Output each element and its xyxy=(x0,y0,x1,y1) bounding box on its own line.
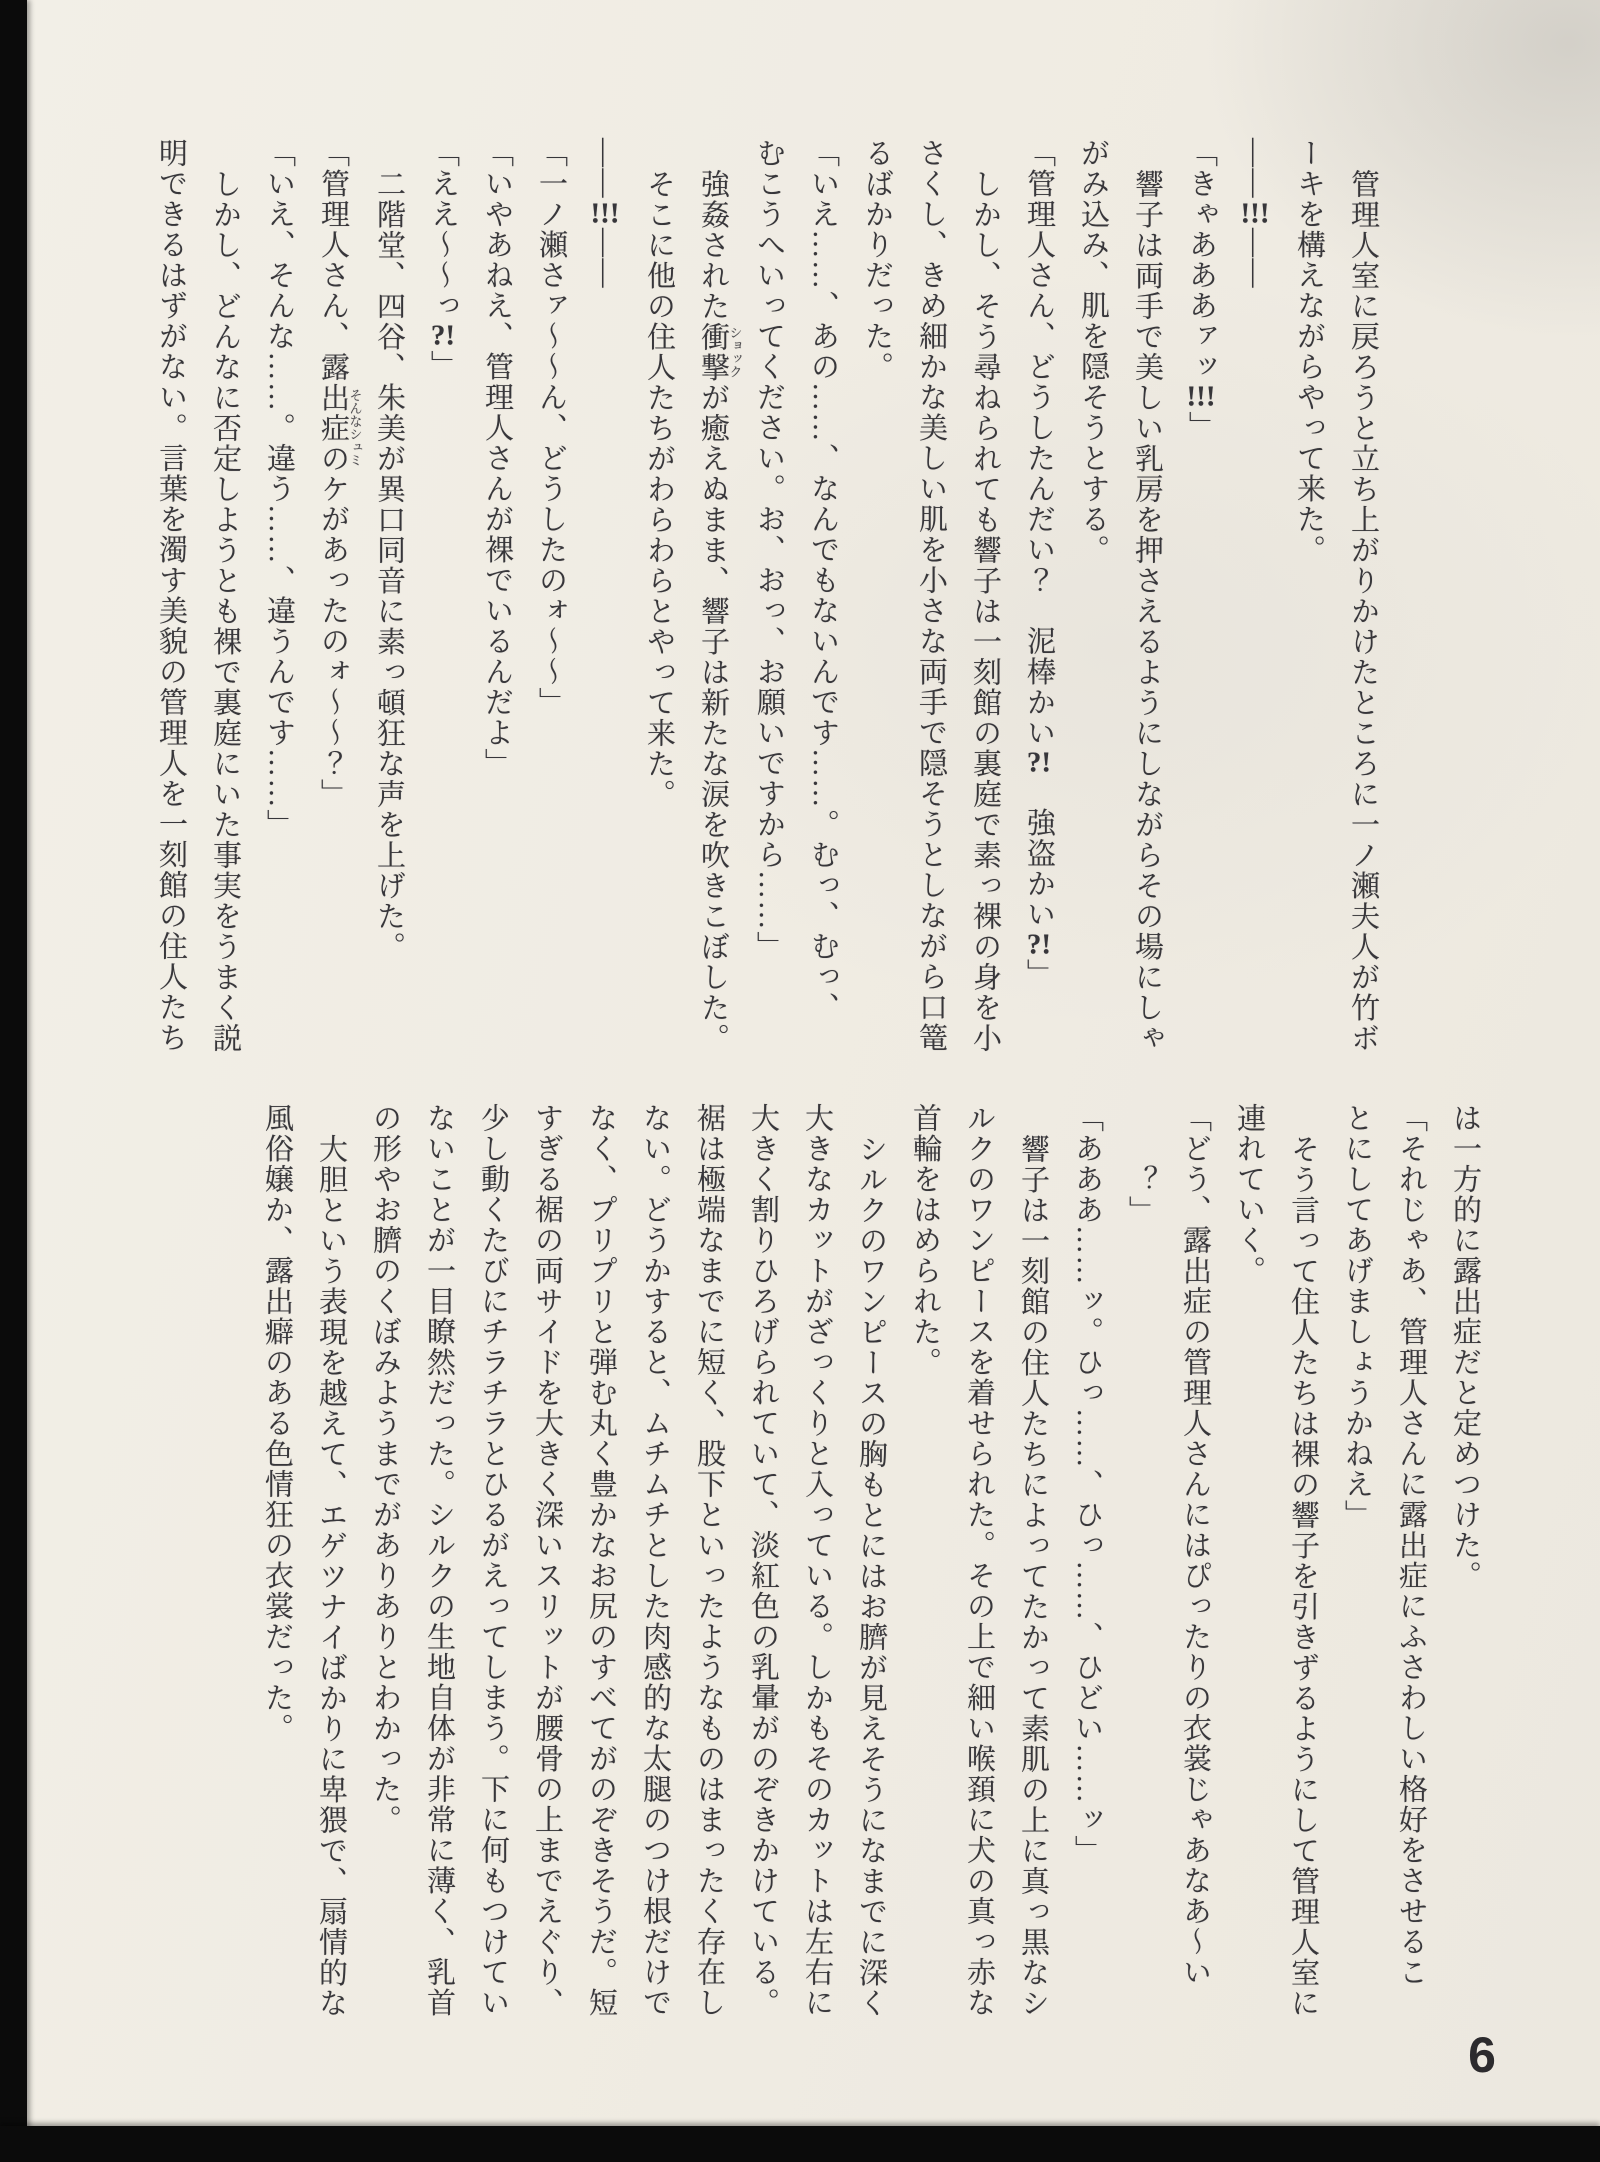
text-column: ないことが一目瞭然だった。シルクの生地自体が非常に薄く、乳首 xyxy=(423,1103,455,2018)
tatechuyoko-punctuation: !!! xyxy=(590,199,620,228)
text-column: ――!!!―― xyxy=(589,138,621,289)
text-column: 「いやあねえ、管理人さんが裸でいるんだよ」 xyxy=(481,138,513,779)
text-column: 大胆という表現を越えて、エゲツナイばかりに卑猥で、扇情的な xyxy=(315,1134,347,2019)
text-column: ない。どうかすると、ムチムチとした肉感的な太腿のつけ根だけで xyxy=(639,1103,671,2018)
scanner-edge-bottom xyxy=(0,2126,1600,2162)
text-column: るばかりだった。 xyxy=(861,138,893,382)
text-block-bottom xyxy=(250,1103,1492,2063)
text-column: 「一ノ瀬さァ～～ん、どうしたのォ～～」 xyxy=(535,138,567,718)
text-column: 「管理人さん、露出症のケそんなシュミがあったのォ～～？」 xyxy=(317,138,363,809)
text-column: 二階堂、四谷、朱美が異口同音に素っ頓狂な声を上げた。 xyxy=(373,169,405,962)
text-column: 「どう、露出症の管理人さんにはぴったりの衣裳じゃあなあ～い xyxy=(1179,1103,1211,1988)
ruby-annotation: 衝撃ショック xyxy=(697,321,743,383)
text-column: の形やお臍のくぼみようまでがありありとわかった。 xyxy=(369,1103,401,1835)
text-column: 「ええ～～っ?!」 xyxy=(427,138,459,381)
text-column: むこうへいってください。お、おっ、お願いですから……」 xyxy=(753,138,785,962)
text-column: しかし、どんなに否定しようとも裸で裏庭にいた事実をうまく説 xyxy=(209,169,241,1054)
text-column: 大きく割りひろげられていて、淡紅色の乳暈がのぞきかけている。 xyxy=(747,1103,779,2018)
text-column: 風俗嬢か、露出癖のある色情狂の衣裳だった。 xyxy=(261,1103,293,1744)
text-column: 響子は両手で美しい乳房を押さえるようにしながらその場にしゃ xyxy=(1131,169,1163,1054)
text-column: ルクのワンピースを着せられた。その上で細い喉頚に犬の真っ赤な xyxy=(963,1103,995,2018)
scanner-edge-left xyxy=(0,0,27,2162)
text-column: 少し動くたびにチラチラとひるがえってしまう。下に何もつけてい xyxy=(477,1103,509,2018)
text-column: そう言って住人たちは裸の響子を引きずるようにして管理人室に xyxy=(1287,1134,1319,2019)
text-column: 強姦された衝撃ショックが癒えぬまま、響子は新たな涙を吹きこぼした。 xyxy=(697,169,743,1054)
tatechuyoko-punctuation: ?! xyxy=(1026,929,1052,959)
text-block-top xyxy=(148,138,1390,1088)
text-column: なく、プリプリと弾む丸く豊かなお尻のすべてがのぞきそうだ。短 xyxy=(585,1103,617,2018)
text-column: ーキを構えながらやって来た。 xyxy=(1293,138,1325,565)
text-column: は一方的に露出症だと定めつけた。 xyxy=(1449,1103,1481,1591)
text-column: ？」 xyxy=(1125,1165,1157,1226)
ruby-annotation: 露出症のケそんなシュミ xyxy=(317,351,363,504)
page-number: 6 xyxy=(1468,2027,1496,2083)
text-column: 連れていく。 xyxy=(1233,1103,1265,1286)
text-column: 「それじゃあ、管理人さんに露出症にふさわしい格好をさせるこ xyxy=(1395,1103,1427,1988)
tatechuyoko-punctuation: ?! xyxy=(1026,748,1052,777)
text-column: とにしてあげましょうかねえ」 xyxy=(1341,1103,1373,1530)
text-column: さくし、きめ細かな美しい肌を小さな両手で隠そうとしながら口篭 xyxy=(915,138,947,1053)
text-column: すぎる裾の両サイドを大きく深いスリットが腰骨の上までえぐり、 xyxy=(531,1103,563,2018)
text-column: 明できるはずがない。言葉を濁す美貌の管理人を一刻館の住人たち xyxy=(155,138,187,1053)
tatechuyoko-punctuation: !!! xyxy=(1186,382,1216,411)
text-column: そこに他の住人たちがわらわらとやって来た。 xyxy=(643,169,675,810)
text-column: 首輪をはめられた。 xyxy=(909,1103,941,1378)
text-column: 「管理人さん、どうしたんだい？ 泥棒かい?! 強盗かい?!」 xyxy=(1023,138,1055,989)
text-column: しかし、そう尋ねられても響子は一刻館の裏庭で素っ裸の身を小 xyxy=(969,169,1001,1054)
tatechuyoko-punctuation: !!! xyxy=(1240,199,1270,228)
text-column: 「いえ、そんな……。違う……、違うんです……」 xyxy=(263,138,295,840)
text-column: 「あああ……ッ。ひっ……、ひっ……、ひどい……ッ」 xyxy=(1071,1103,1103,1866)
text-column: 響子は一刻館の住人たちによってたかって素肌の上に真っ黒なシ xyxy=(1017,1134,1049,2019)
text-column: 「きゃあああァッ!!!」 xyxy=(1185,138,1217,442)
text-column: ――!!!―― xyxy=(1239,138,1271,289)
text-column: がみ込み、肌を隠そうとする。 xyxy=(1077,138,1109,565)
tatechuyoko-punctuation: ?! xyxy=(430,321,456,350)
text-column: 管理人室に戻ろうと立ち上がりかけたところに一ノ瀬夫人が竹ボ xyxy=(1347,169,1379,1054)
text-column: シルクのワンピースの胸もとにはお臍が見えそうになまでに深く xyxy=(855,1134,887,2019)
text-column: 大きなカットがざっくりと入っている。しかもそのカットは左右に xyxy=(801,1103,833,2018)
text-column: 裾は極端なまでに短く、股下といったようなものはまったく存在し xyxy=(693,1103,725,2018)
text-column: 「いえ……、あの……、なんでもないんです……。むっ、むっ、 xyxy=(807,138,839,1023)
